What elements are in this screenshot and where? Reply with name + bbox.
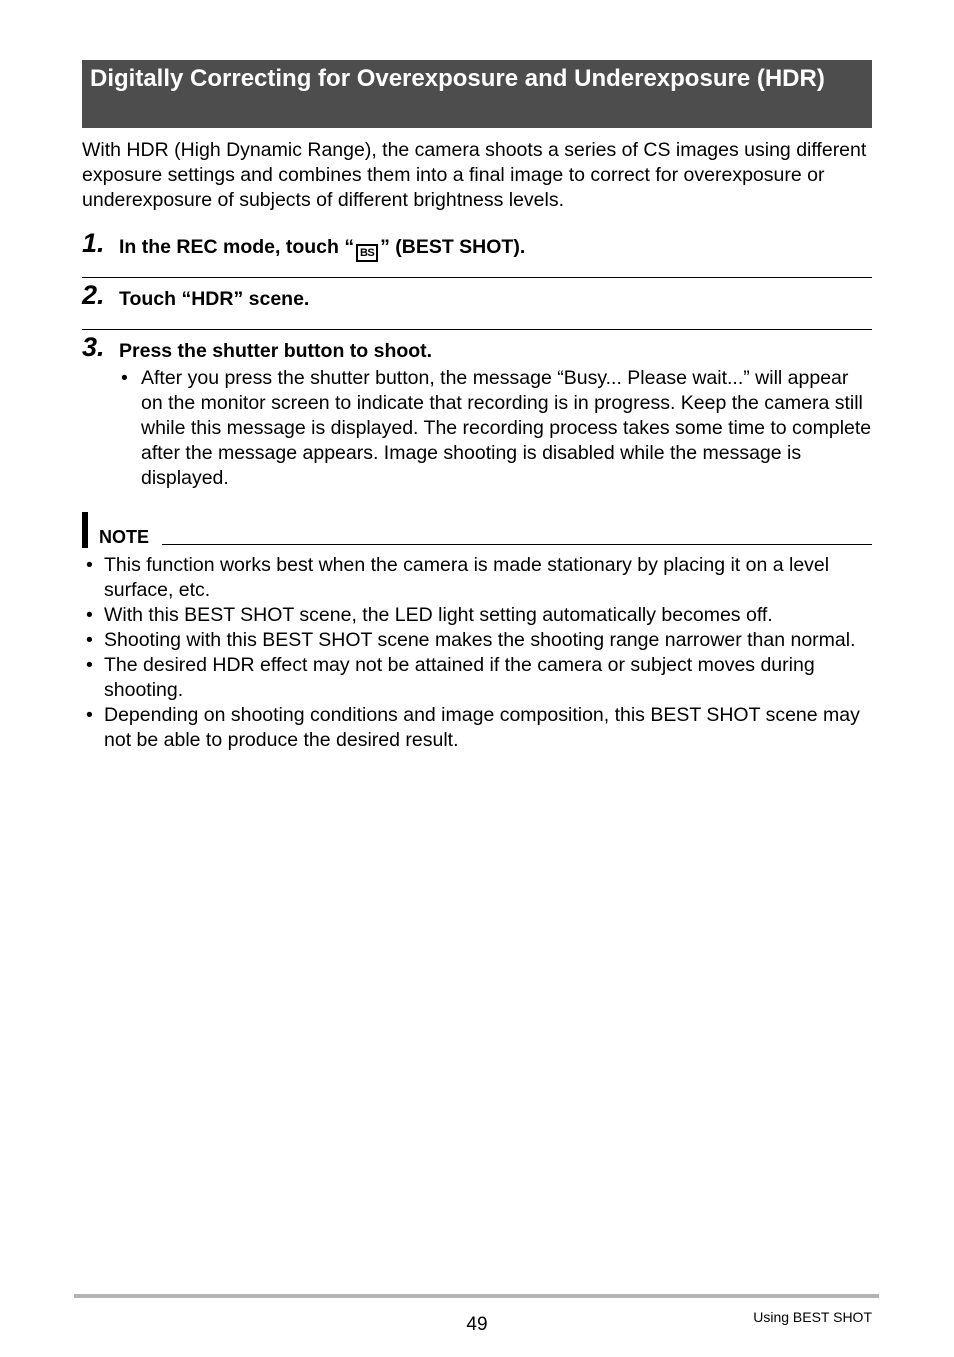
bullet-text: After you press the shutter button, the message “Busy... Please wait...” will appear on the monitor screen to indicate that recording is in progress. Keep the camera still while this message is displayed. The recording process takes some time to complete after the message appears. Image shooting is disabled while the message is displayed.: [141, 367, 872, 489]
note-item: [82, 703, 872, 753]
note-item-text: Shooting with this BEST SHOT scene makes the shooting range narrower than normal.: [104, 629, 856, 651]
footer-section-name: Using BEST SHOT: [753, 1309, 872, 1325]
note-item: [82, 603, 872, 628]
step-text: Touch “HDR” scene.: [119, 288, 310, 310]
note-item: [82, 628, 872, 653]
note-item-text: The desired HDR effect may not be attained if the camera or subject moves during shooting.: [104, 654, 815, 701]
note-item-text: This function works best when the camera is made stationary by placing it on a level surface, etc.: [104, 554, 830, 601]
note-list: [82, 553, 872, 753]
note-item: [82, 553, 872, 603]
note-item-text: Depending on shooting conditions and image composition, this BEST SHOT scene may not be able to produce the desired result.: [104, 704, 860, 751]
bullet-dot: •: [86, 629, 93, 651]
step-divider: [82, 329, 872, 330]
step-text-before: In the REC mode, touch “: [119, 236, 355, 258]
step-number: 1.: [82, 228, 105, 258]
step-divider: [82, 277, 872, 278]
note-item-text: With this BEST SHOT scene, the LED light setting automatically becomes off.: [104, 604, 773, 626]
note-item: [82, 653, 872, 703]
bullet-dot: •: [86, 654, 93, 676]
bullet-dot: •: [86, 554, 93, 576]
section-title: Digitally Correcting for Overexposure and Underexposure (HDR): [82, 60, 872, 128]
step-number: 2.: [82, 280, 105, 310]
best-shot-icon: BS: [356, 244, 378, 262]
intro-paragraph: With HDR (High Dynamic Range), the camera shoots a series of CS images using different exposure settings and combines them into a final image to correct for overexposure or underexposure of subjects of different brightness levels.: [82, 139, 867, 211]
page-number: 49: [466, 1314, 488, 1335]
step-number: 3.: [82, 332, 105, 362]
note-label: NOTE: [99, 527, 150, 547]
note-divider: [162, 544, 872, 545]
step-text: Press the shutter button to shoot.: [119, 340, 433, 362]
note-marker: [82, 512, 88, 548]
bullet-dot: •: [121, 367, 128, 389]
step-text: [119, 234, 525, 262]
bullet-dot: •: [86, 604, 93, 626]
footer-divider: [74, 1294, 879, 1298]
step-text-after: ” (BEST SHOT).: [380, 236, 526, 258]
bullet-dot: •: [86, 704, 93, 726]
